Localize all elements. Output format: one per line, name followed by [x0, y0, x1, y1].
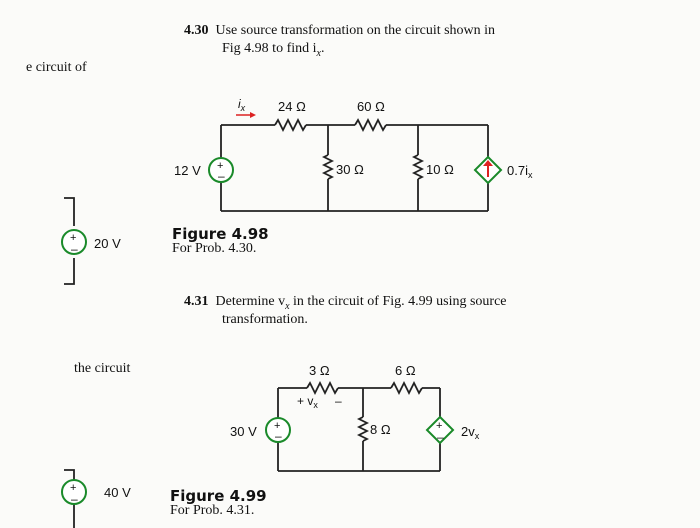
figure-498-title: Figure 4.98 [172, 225, 269, 243]
resistor-3 [307, 383, 338, 393]
resistor-6 [391, 383, 422, 393]
label-dependent-source: $0.7i_x$ [507, 163, 533, 180]
problem-431-line2: transformation. [222, 312, 308, 327]
plus-sign: + [436, 420, 443, 432]
problem-text: Determine v [215, 294, 286, 309]
problem-text: Fig 4.98 to find i [222, 41, 317, 56]
plus-sign: + [70, 482, 77, 494]
margin-source-label-top: 20 V [94, 236, 121, 251]
figure-498-caption: For Prob. 4.30. [172, 241, 257, 256]
label-8-ohm: 8 Ω [370, 422, 391, 437]
plus-sign: + [70, 232, 77, 244]
label-3-ohm: 3 Ω [309, 363, 330, 378]
minus-sign: – [218, 169, 225, 183]
plus-sign: + [274, 420, 281, 432]
vx-minus: – [335, 394, 342, 408]
minus-sign: – [275, 429, 282, 443]
label-12v: 12 V [174, 163, 201, 178]
punctuation: . [320, 41, 325, 56]
label-30-ohm: 30 Ω [336, 162, 364, 177]
label-dependent-voltage: $2v_x$ [461, 424, 480, 441]
problem-text: Use source transformation on the circuit shown in [215, 23, 496, 38]
subscript: x [285, 300, 290, 312]
label-6-ohm: 6 Ω [395, 363, 416, 378]
subscript: x [316, 47, 321, 59]
minus-sign: – [437, 430, 444, 444]
label-60-ohm: 60 Ω [357, 99, 385, 114]
margin-text-fragment-top: e circuit of [26, 60, 87, 75]
minus-sign: – [71, 242, 78, 256]
vx-label: + $v_x$ [297, 394, 318, 410]
ix-label: $i_x$ [238, 97, 246, 113]
figure-499-caption: For Prob. 4.31. [170, 503, 255, 518]
problem-number: 4.30 [184, 23, 209, 38]
minus-sign: – [71, 492, 78, 506]
plus-sign: + [217, 160, 224, 172]
margin-text-fragment-bottom: the circuit [74, 361, 131, 376]
label-10-ohm: 10 Ω [426, 162, 454, 177]
resistor-8 [359, 417, 367, 441]
problem-text: in the circuit of Fig. 4.99 using source [289, 294, 507, 309]
label-24-ohm: 24 Ω [278, 99, 306, 114]
problem-number: 4.31 [184, 294, 209, 309]
label-30v: 30 V [230, 424, 257, 439]
margin-source-label-bottom: 40 V [104, 485, 131, 500]
figure-499-title: Figure 4.99 [170, 487, 267, 505]
